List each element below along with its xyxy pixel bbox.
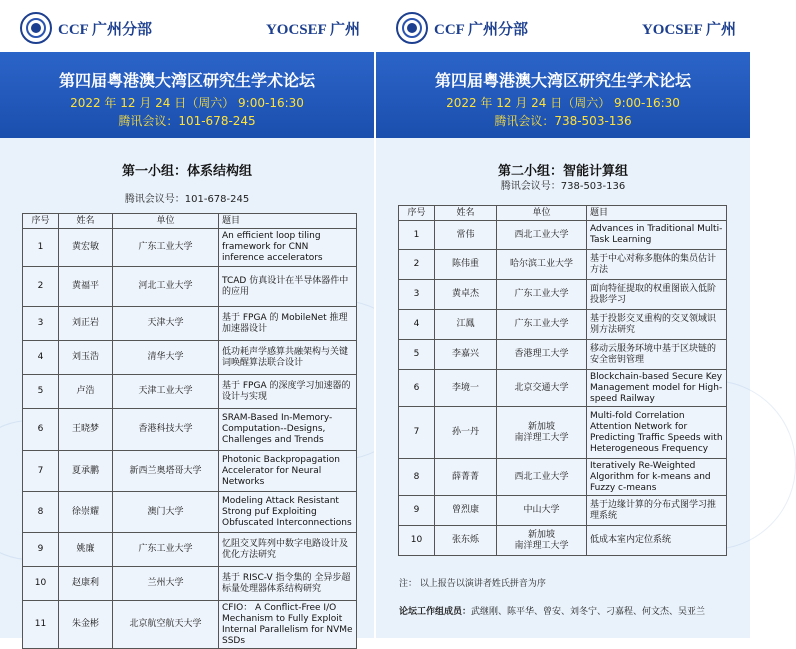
speaker-affiliation: 香港科技大学 — [113, 409, 219, 451]
speaker-affiliation: 香港理工大学 — [497, 340, 587, 370]
row-number: 8 — [23, 492, 59, 533]
speaker-name: 曾烈康 — [435, 496, 497, 526]
speaker-name: 李境一 — [435, 370, 497, 407]
table-row — [23, 341, 357, 375]
column-header: 题目 — [587, 206, 727, 221]
row-number: 11 — [23, 601, 59, 649]
column-header: 序号 — [23, 214, 59, 229]
row-number: 7 — [399, 407, 435, 459]
table-row — [23, 492, 357, 533]
yocsef-logo-text: YOCSEF 广州 — [265, 22, 360, 38]
speaker-affiliation: 新加坡 南洋理工大学 — [497, 407, 587, 459]
speaker-affiliation: 广东工业大学 — [497, 310, 587, 340]
talk-title: 忆阻交叉阵列中数字电路设计及优化方法研究 — [219, 533, 357, 567]
talk-title: An efficient loop tiling framework for CNN inference accelerators — [219, 229, 357, 267]
row-number: 3 — [399, 280, 435, 310]
row-number: 4 — [399, 310, 435, 340]
forum-date: 2022 年 12 月 24 日（周六） 9:00-16:30 — [70, 96, 304, 110]
speaker-affiliation: 西北工业大学 — [497, 221, 587, 250]
table-row — [399, 221, 727, 250]
speaker-affiliation: 广东工业大学 — [113, 533, 219, 567]
ccf-seal-icon — [20, 12, 52, 44]
table-row — [399, 370, 727, 407]
row-number: 10 — [23, 567, 59, 601]
talk-title: Advances in Traditional Multi-Task Learning — [587, 221, 727, 250]
speaker-name: 徐崇耀 — [59, 492, 113, 533]
table-row — [23, 307, 357, 341]
talk-title: 低功耗声学感算共融架构与关键词唤醒算法联合设计 — [219, 341, 357, 375]
table-row — [399, 310, 727, 340]
speaker-affiliation: 清华大学 — [113, 341, 219, 375]
speaker-name: 黄卓杰 — [435, 280, 497, 310]
group-title: 第一小组：体系结构组 — [121, 164, 252, 179]
column-header: 单位 — [113, 214, 219, 229]
speaker-affiliation: 中山大学 — [497, 496, 587, 526]
speaker-name: 陈伟重 — [435, 250, 497, 280]
row-number: 1 — [23, 229, 59, 267]
row-number: 9 — [399, 496, 435, 526]
talk-title: Iteratively Re-Weighted Algorithm for k-means and Fuzzy c-means — [587, 459, 727, 496]
speaker-affiliation: 北京交通大学 — [497, 370, 587, 407]
speaker-name: 夏承鹏 — [59, 451, 113, 492]
column-header: 姓名 — [435, 206, 497, 221]
speaker-name: 薛菁菁 — [435, 459, 497, 496]
speaker-name: 孙一丹 — [435, 407, 497, 459]
row-number: 10 — [399, 526, 435, 556]
forum-title: 第四届粤港澳大湾区研究生学术论坛 — [58, 71, 315, 90]
column-header: 单位 — [497, 206, 587, 221]
speaker-name: 姚廉 — [59, 533, 113, 567]
talk-title: Multi-fold Correlation Attention Network for Predicting Traffic Speeds with Heterogeneous Frequency — [587, 407, 727, 459]
table-row — [399, 459, 727, 496]
column-header: 序号 — [399, 206, 435, 221]
speaker-name: 卢浩 — [59, 375, 113, 409]
talk-title: 基于边缘计算的分布式图学习推理系统 — [587, 496, 727, 526]
talk-title: 基于 FPGA 的 MobileNet 推理加速器设计 — [219, 307, 357, 341]
speaker-name: 江鳳 — [435, 310, 497, 340]
table-row — [23, 533, 357, 567]
talk-title: 低成本室内定位系统 — [587, 526, 727, 556]
row-number: 4 — [23, 341, 59, 375]
table-row — [399, 526, 727, 556]
table-row — [23, 451, 357, 492]
speaker-name: 王晓梦 — [59, 409, 113, 451]
meeting-number: 腾讯会议号：738-503-136 — [500, 181, 626, 192]
table-row — [399, 407, 727, 459]
table-row — [399, 496, 727, 526]
speaker-affiliation: 兰州大学 — [113, 567, 219, 601]
table-header-row — [399, 206, 727, 221]
table-row — [23, 375, 357, 409]
column-header: 题目 — [219, 214, 357, 229]
logo-bar — [0, 0, 374, 52]
row-number: 5 — [399, 340, 435, 370]
schedule-table — [22, 213, 357, 649]
talk-title: 基于 RISC-V 指令集的 全异步超标量处理器体系结构研究 — [219, 567, 357, 601]
ccf-logo-text: CCF 广州分部 — [434, 22, 529, 38]
row-number: 9 — [23, 533, 59, 567]
table-row — [23, 409, 357, 451]
speaker-name: 常伟 — [435, 221, 497, 250]
speaker-name: 黄福平 — [59, 267, 113, 307]
schedule-table — [398, 205, 727, 556]
forum-date: 2022 年 12 月 24 日（周六） 9:00-16:30 — [446, 96, 680, 110]
row-number: 1 — [399, 221, 435, 250]
row-number: 7 — [23, 451, 59, 492]
speaker-affiliation: 澳门大学 — [113, 492, 219, 533]
yocsef-logo-text: YOCSEF 广州 — [641, 22, 736, 38]
table-row — [23, 601, 357, 649]
talk-title: 基于中心对称多胞体的集员估计方法 — [587, 250, 727, 280]
table-row — [399, 280, 727, 310]
left-poster — [0, 0, 374, 646]
forum-banner — [0, 52, 374, 138]
speaker-affiliation: 河北工业大学 — [113, 267, 219, 307]
talk-title: 移动云服务环境中基于区块链的安全密钥管理 — [587, 340, 727, 370]
talk-title: 基于投影交叉重构的交叉领域识别方法研究 — [587, 310, 727, 340]
staff-names: 武继刚、陈平华、曾安、刘冬宁、刁嘉程、何文杰、吴亚兰 — [471, 607, 706, 617]
speaker-affiliation: 北京航空航天大学 — [113, 601, 219, 649]
speaker-affiliation: 哈尔滨工业大学 — [497, 250, 587, 280]
meeting-number: 腾讯会议号：101-678-245 — [124, 194, 250, 205]
row-number: 6 — [23, 409, 59, 451]
ordering-note: 注： 以上报告以演讲者姓氏拼音为序 — [399, 579, 546, 589]
table-row — [399, 340, 727, 370]
speaker-affiliation: 新加坡 南洋理工大学 — [497, 526, 587, 556]
talk-title: 基于 FPGA 的深度学习加速器的设计与实现 — [219, 375, 357, 409]
table-row — [23, 267, 357, 307]
table-row — [399, 250, 727, 280]
speaker-affiliation: 广东工业大学 — [113, 229, 219, 267]
talk-title: TCAD 仿真设计在半导体器件中的应用 — [219, 267, 357, 307]
ccf-logo-text: CCF 广州分部 — [58, 22, 153, 38]
speaker-name: 刘玉浩 — [59, 341, 113, 375]
row-number: 2 — [399, 250, 435, 280]
row-number: 5 — [23, 375, 59, 409]
speaker-name: 刘正岩 — [59, 307, 113, 341]
column-header: 姓名 — [59, 214, 113, 229]
speaker-name: 赵康利 — [59, 567, 113, 601]
speaker-affiliation: 新西兰奥塔哥大学 — [113, 451, 219, 492]
talk-title: Modeling Attack Resistant Strong puf Exploiting Obfuscated Interconnections — [219, 492, 357, 533]
row-number: 2 — [23, 267, 59, 307]
table-row — [23, 567, 357, 601]
table-row — [23, 229, 357, 267]
speaker-affiliation: 天津工业大学 — [113, 375, 219, 409]
row-number: 6 — [399, 370, 435, 407]
speaker-affiliation: 天津大学 — [113, 307, 219, 341]
talk-title: Photonic Backpropagation Accelerator for Neural Networks — [219, 451, 357, 492]
speaker-affiliation: 西北工业大学 — [497, 459, 587, 496]
staff-list — [399, 606, 739, 618]
speaker-name: 张东烁 — [435, 526, 497, 556]
talk-title: SRAM-Based In-Memory-Computation--Designs, Challenges and Trends — [219, 409, 357, 451]
row-number: 8 — [399, 459, 435, 496]
talk-title: 面向特征提取的权重图嵌入低阶投影学习 — [587, 280, 727, 310]
logo-bar — [376, 0, 750, 52]
speaker-name: 朱金彬 — [59, 601, 113, 649]
staff-label: 论坛工作组成员： — [399, 607, 472, 617]
speaker-name: 李嘉兴 — [435, 340, 497, 370]
table-header-row — [23, 214, 357, 229]
right-poster — [376, 0, 750, 638]
forum-meeting: 腾讯会议：101-678-245 — [118, 114, 256, 128]
forum-banner — [376, 52, 750, 138]
forum-title: 第四届粤港澳大湾区研究生学术论坛 — [434, 71, 691, 90]
row-number: 3 — [23, 307, 59, 341]
forum-meeting: 腾讯会议：738-503-136 — [494, 114, 632, 128]
group-title: 第二小组：智能计算组 — [497, 164, 628, 179]
speaker-name: 黄宏敏 — [59, 229, 113, 267]
ccf-seal-icon — [396, 12, 428, 44]
talk-title: Blockchain-based Secure Key Management model for High-speed Railway — [587, 370, 727, 407]
speaker-affiliation: 广东工业大学 — [497, 280, 587, 310]
talk-title: CFIO： A Conflict-Free I/O Mechanism to Fully Exploit Internal Parallelism for NVMe SSDs — [219, 601, 357, 649]
